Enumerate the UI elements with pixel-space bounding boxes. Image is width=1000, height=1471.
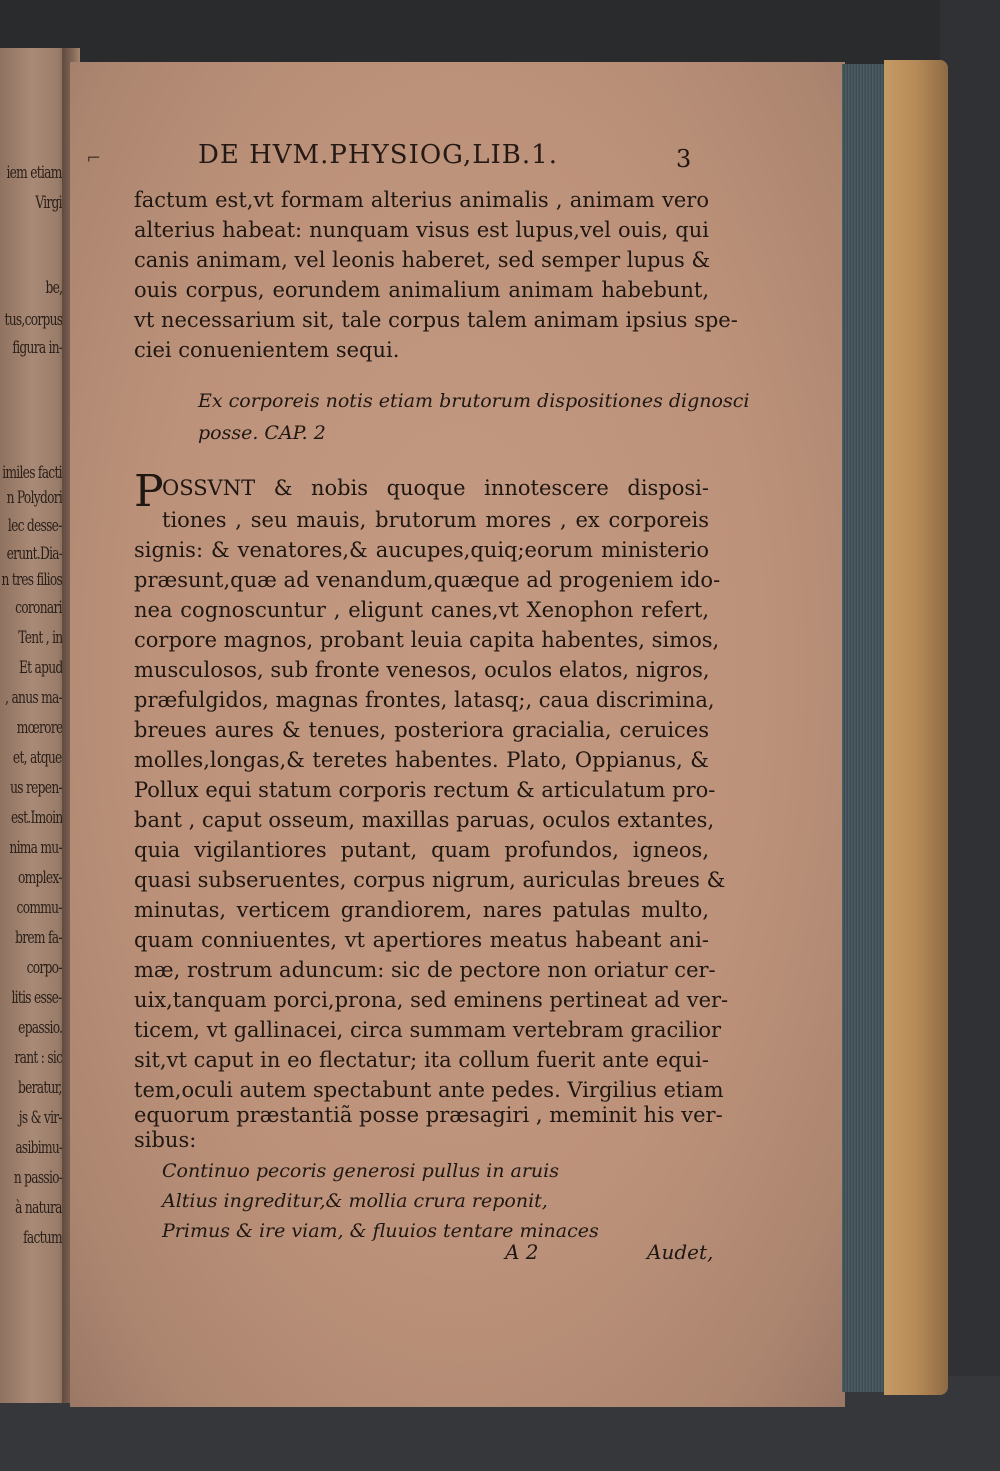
left-page-fragment: et, atque <box>13 748 62 768</box>
left-page-fragment: litis esse- <box>11 988 62 1008</box>
left-page-fragment: lec desse- <box>8 516 62 536</box>
text-line: factum est,vt formam alterius animalis , animam vero <box>134 188 709 212</box>
left-page-fragment: figura in- <box>12 338 62 358</box>
left-page-fragment: iem etiam <box>6 163 62 183</box>
text-line: breues aures & tenues, posteriora gracialia, ceruices <box>134 718 709 742</box>
text-line: præsunt,quæ ad venandum,quæque ad progeniem ido- <box>134 568 721 592</box>
verse-line: Primus & ire viam, & fluuios tentare minaces <box>162 1220 599 1242</box>
left-page-fragment: us repen- <box>10 778 62 798</box>
verse-line: Continuo pecoris generosi pullus in aruis <box>162 1160 559 1182</box>
left-page-fragment: epassio. <box>17 1018 62 1038</box>
verse-line: Altius ingreditur,& mollia crura reponit, <box>162 1190 548 1212</box>
left-page-fragment: commu- <box>16 898 62 918</box>
left-page-fragment: nima mu- <box>9 838 62 858</box>
text-line: quasi subseruentes, corpus nigrum, auriculas breues & <box>134 868 726 892</box>
left-page-fragment: mœrore <box>16 718 62 738</box>
left-page-fragment: coronari <box>15 598 62 618</box>
text-line: signis: & venatores,& aucupes,quiq;eorum ministerio <box>134 538 709 562</box>
left-page-fragment: asibimu- <box>14 1138 62 1158</box>
text-line: quia vigilantiores putant, quam profundos, igneos, <box>134 838 709 862</box>
text-line: sibus: <box>134 1128 197 1152</box>
left-page-fragment: corpo- <box>26 958 62 978</box>
left-page-fragment: n tres filios <box>1 570 62 590</box>
chapter-heading: Ex corporeis notis etiam brutorum dispositiones dignosci <box>198 390 750 412</box>
text-line: uix,tanquam porci,prona, sed eminens pertineat ad ver- <box>134 988 729 1012</box>
left-page-fragment: js & vir- <box>18 1108 62 1128</box>
left-page-fragment: tus,corpus <box>4 310 62 330</box>
left-page-fragment: imiles facti <box>2 463 62 483</box>
text-line: equorum præstantiã posse præsagiri , meminit his ver- <box>134 1103 723 1127</box>
text-line: bant , caput osseum, maxillas paruas, oculos extantes, <box>134 808 715 832</box>
left-page-fragment: omplex- <box>18 868 62 888</box>
text-line: ticem, vt gallinacei, circa summam vertebram gracilior <box>134 1018 722 1042</box>
left-page-fragment: beratur, <box>18 1078 62 1098</box>
margin-mark: ⌐ <box>86 148 102 169</box>
text-line: ouis corpus, eorundem animalium animam habebunt, <box>134 278 709 302</box>
text-line: Pollux equi statum corporis rectum & articulatum pro- <box>134 778 716 802</box>
left-page-fragment: Virgi <box>35 193 62 213</box>
left-page-fragment: be, <box>45 278 62 298</box>
text-line: ciei conuenientem sequi. <box>134 338 400 362</box>
left-page-fragment: n Polydori <box>6 488 62 508</box>
left-page-fragment: rant : sic <box>14 1048 62 1068</box>
left-page-fragment: , anus ma- <box>5 688 62 708</box>
text-line: minutas, verticem grandiorem, nares patulas multo, <box>134 898 709 922</box>
text-line: corpore magnos, probant leuia capita habentes, simos, <box>134 628 720 652</box>
chapter-heading-cap: posse. CAP. 2 <box>198 422 326 444</box>
left-page-fragment: n passio- <box>13 1168 62 1188</box>
text-line: tiones , seu mauis, brutorum mores , ex corporeis <box>162 508 709 532</box>
text-line: molles,longas,& teretes habentes. Plato, Oppianus, & <box>134 748 709 772</box>
left-page-fragment: Tent , in <box>17 628 62 648</box>
text-line: quam conniuentes, vt apertiores meatus habeant ani- <box>134 928 709 952</box>
text-line: musculosos, sub fronte venesos, oculos elatos, nigros, <box>134 658 710 682</box>
text-line: alterius habeat: nunquam visus est lupus,vel ouis, qui <box>134 218 709 242</box>
text-line: canis animam, vel leonis haberet, sed semper lupus & <box>134 248 711 272</box>
left-page-fragment: est.Imoin <box>10 808 62 828</box>
signature-mark: A 2 <box>505 1240 539 1264</box>
left-page-fragment: à natura <box>15 1198 62 1218</box>
text-line: OSSVNT & nobis quoque innotescere disposi- <box>162 476 709 500</box>
catchword: Audet, <box>647 1240 714 1264</box>
text-line: vt necessarium sit, tale corpus talem animam ipsius spe- <box>134 308 738 332</box>
text-line: sit,vt caput in eo flectatur; ita collum fuerit ante equi- <box>134 1048 709 1072</box>
page-number: 3 <box>676 145 692 173</box>
text-line: nea cognoscuntur , eligunt canes,vt Xenophon refert, <box>134 598 709 622</box>
left-page-fragment: factum <box>23 1228 62 1248</box>
text-line: præfulgidos, magnas frontes, latasq;, caua discrimina, <box>134 688 715 712</box>
drop-capital: P <box>134 466 164 517</box>
text-line: tem,oculi autem spectabunt ante pedes. Virgilius etiam <box>134 1078 724 1102</box>
left-page-fragment: Et apud <box>18 658 62 678</box>
text-line: mæ, rostrum aduncum: sic de pectore non oriatur cer- <box>134 958 716 982</box>
running-head: DE HVM.PHYSIOG,LIB.1. <box>198 140 558 170</box>
left-page-fragment: erunt.Dia- <box>6 544 62 564</box>
left-page-fragment: brem fa- <box>15 928 62 948</box>
